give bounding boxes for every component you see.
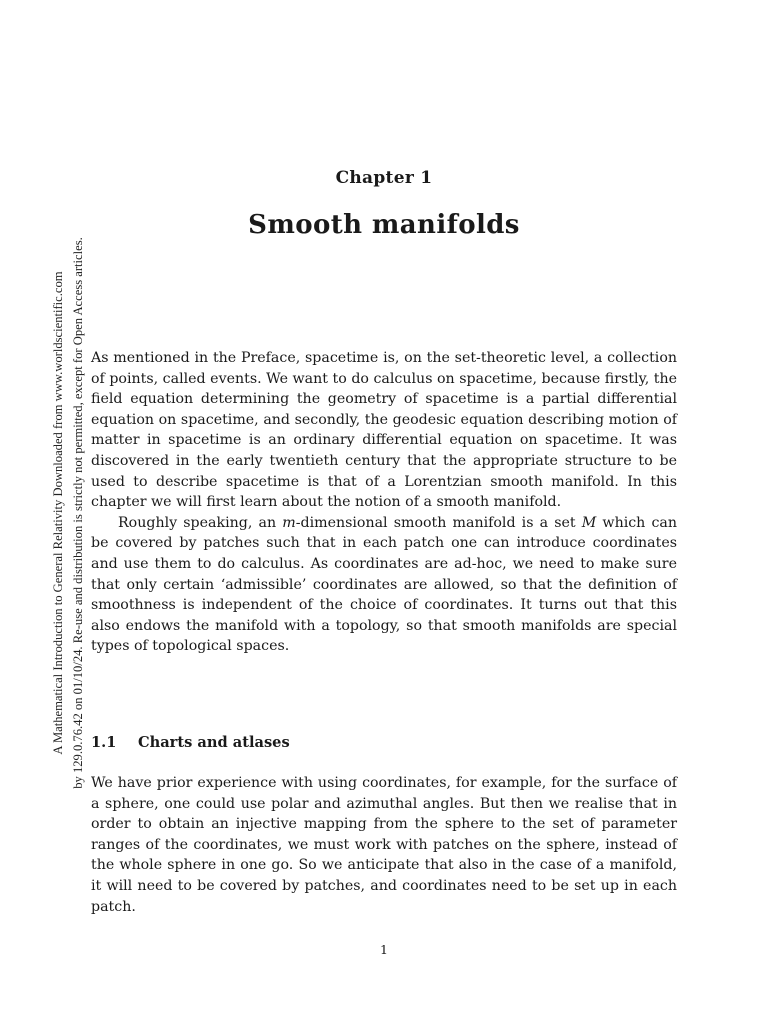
chapter-label: Chapter 1 (335, 168, 433, 188)
intro-paragraph-2 (91, 513, 677, 657)
chapter-title: Smooth manifolds (248, 210, 520, 240)
watermark-line-2: by 129.0.76.42 on 01/10/24. Re-use and distribution is strictly not permitted, except for Open Access articles. (71, 237, 85, 789)
intro-p2-text-3: which can be covered by patches such that in each patch one can introduce coordinates and use them to do calculus. As coordinates are ad-hoc, we need to make sure that only certain ‘admissible’ coordinates are allowed, so that the definition of smoothness is independent of the choice of coordinates. It turns out that this also endows the manifold with a topology, so that smooth manifolds are special types of topological spaces. (91, 514, 678, 655)
intro-paragraph-1: As mentioned in the Preface, spacetime is, on the set-theoretic level, a collection of points, called events. We want to do calculus on spacetime, because firstly, the field equation determining the geometry of spacetime is a partial differential equation on spacetime, and secondly, the geodesic equation describing motion of matter in spacetime is an ordinary differential equation on spacetime. It was discovered in the early twentieth century that the appropriate structure to be used to describe spacetime is that of a Lorentzian smooth manifold. In this chapter we will first learn about the notion of a smooth manifold. (91, 350, 677, 511)
math-symbol-M: M (581, 514, 597, 531)
intro-p2-text-2: -dimensional smooth manifold is a set (295, 514, 582, 531)
section-body (91, 773, 677, 917)
section-paragraph-1: We have prior experience with using coordinates, for example, for the surface of a sphere, one could use polar and azimuthal angles. But then we realise that in order to obtain an injective mapping from the sphere to the set of parameter ranges of the coordinates, we must work with patches on the sphere, instead of the whole sphere in one go. So we anticipate that also in the case of a manifold, it will need to be covered by patches, and coordinates need to be set up in each patch. (91, 775, 677, 915)
intro-p2-text-1: Roughly speaking, an (118, 514, 283, 531)
section-title: Charts and atlases (138, 734, 290, 751)
section-heading (91, 734, 290, 751)
chapter-intro (91, 348, 677, 657)
section-number: 1.1 (91, 734, 117, 751)
page-number: 1 (380, 942, 388, 957)
watermark-line-1: A Mathematical Introduction to General Relativity Downloaded from www.worldscientific.com (51, 271, 65, 755)
math-symbol-m: m (282, 514, 296, 531)
download-watermark (48, 233, 88, 793)
